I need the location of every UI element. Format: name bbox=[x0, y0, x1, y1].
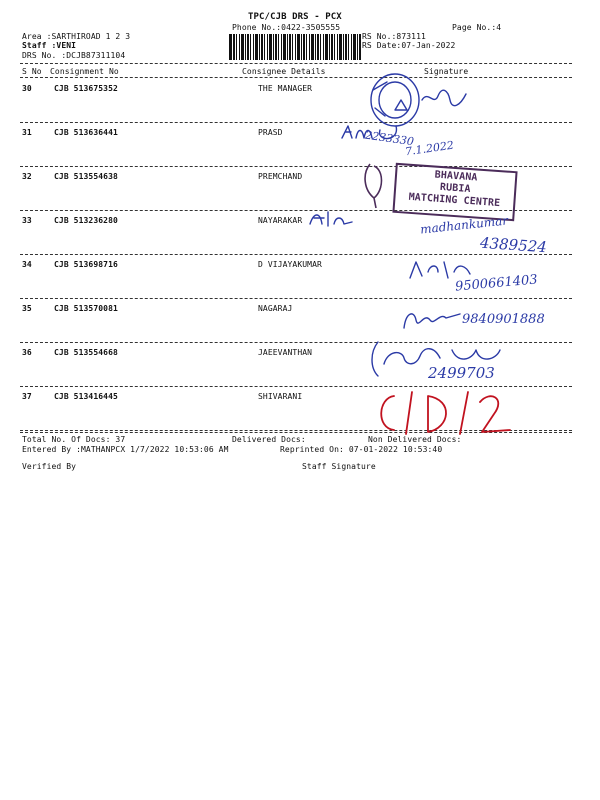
reprinted-on: Reprinted On: 07-01-2022 10:53:40 bbox=[280, 445, 443, 454]
row-consignment: CJB 513416445 bbox=[54, 392, 118, 401]
entered-by: Entered By :MATHANPCX 1/7/2022 10:53:06 AM bbox=[22, 445, 229, 454]
row-consignee: PREMCHAND bbox=[258, 172, 303, 181]
page-number: Page No.:4 bbox=[452, 23, 502, 32]
row-serial: 31 bbox=[22, 128, 32, 137]
row-serial: 30 bbox=[22, 84, 32, 93]
row-divider bbox=[20, 122, 572, 123]
area-label: Area :SARTHIROAD 1 2 3 bbox=[22, 32, 131, 41]
col-signature: Signature bbox=[424, 67, 469, 76]
row-consignment: CJB 513698716 bbox=[54, 260, 118, 269]
row-consignee: PRASD bbox=[258, 128, 283, 137]
handwritten-date: 7.1.2022 bbox=[404, 138, 455, 159]
col-sno: S No bbox=[22, 67, 42, 76]
handwritten-number-1: 2233330 bbox=[364, 128, 415, 149]
row-consignment: CJB 513570081 bbox=[54, 304, 118, 313]
row-divider bbox=[20, 386, 572, 387]
staff-label: Staff :VENI bbox=[22, 41, 77, 50]
handwritten-number-3: 2499703 bbox=[428, 364, 495, 382]
row-serial: 35 bbox=[22, 304, 32, 313]
delivered-docs: Delivered Docs: bbox=[232, 435, 306, 444]
col-consignment: Consignment No bbox=[50, 67, 119, 76]
row-consignment: CJB 513636441 bbox=[54, 128, 118, 137]
col-consignee: Consignee Details bbox=[242, 67, 326, 76]
barcode bbox=[229, 34, 361, 60]
row-serial: 32 bbox=[22, 172, 32, 181]
row-divider bbox=[20, 166, 572, 167]
drs-number: DRS No. :DCJB87311104 bbox=[22, 51, 126, 60]
row-consignee: NAGARAJ bbox=[258, 304, 293, 313]
row-serial: 36 bbox=[22, 348, 32, 357]
row-serial: 34 bbox=[22, 260, 32, 269]
handwritten-phone-2: 9840901888 bbox=[462, 312, 545, 327]
handwritten-name: madhankumar bbox=[419, 213, 509, 237]
handwritten-number-2: 4389524 bbox=[479, 233, 548, 257]
phone-number: Phone No.:0422-3505555 bbox=[232, 23, 341, 32]
signature-33-icon bbox=[308, 208, 358, 230]
handwritten-phone-1: 9500661403 bbox=[454, 272, 539, 295]
signature-35-icon bbox=[400, 306, 470, 334]
row-consignee: THE MANAGER bbox=[258, 84, 313, 93]
row-consignee: NAYARAKAR bbox=[258, 216, 303, 225]
row-serial: 37 bbox=[22, 392, 32, 401]
signature-30-icon bbox=[420, 86, 470, 108]
rs-number: RS No.:873111 bbox=[362, 32, 426, 41]
document-title: TPC/CJB DRS - PCX bbox=[248, 12, 342, 22]
row-divider bbox=[20, 254, 572, 255]
divider bbox=[20, 77, 572, 78]
row-divider bbox=[20, 298, 572, 299]
row-consignment: CJB 513554668 bbox=[54, 348, 118, 357]
row-consignment: CJB 513236280 bbox=[54, 216, 118, 225]
row-consignee: D VIJAYAKUMAR bbox=[258, 260, 322, 269]
row-consignment: CJB 513675352 bbox=[54, 84, 118, 93]
rs-date: RS Date:07-Jan-2022 bbox=[362, 41, 456, 50]
row-serial: 33 bbox=[22, 216, 32, 225]
row-consignee: JAEEVANTHAN bbox=[258, 348, 313, 357]
divider bbox=[20, 63, 572, 64]
rectangular-stamp: BHAVANA RUBIA MATCHING CENTRE bbox=[392, 163, 517, 221]
verified-by: Verified By bbox=[22, 462, 77, 471]
staff-signature-label: Staff Signature bbox=[302, 462, 376, 471]
row-consignment: CJB 513554638 bbox=[54, 172, 118, 181]
non-delivered-docs: Non Delivered Docs: bbox=[368, 435, 462, 444]
total-docs: Total No. Of Docs: 37 bbox=[22, 435, 126, 444]
signature-32-icon bbox=[360, 160, 396, 210]
red-mark-icon bbox=[370, 388, 520, 436]
row-consignee: SHIVARANI bbox=[258, 392, 303, 401]
